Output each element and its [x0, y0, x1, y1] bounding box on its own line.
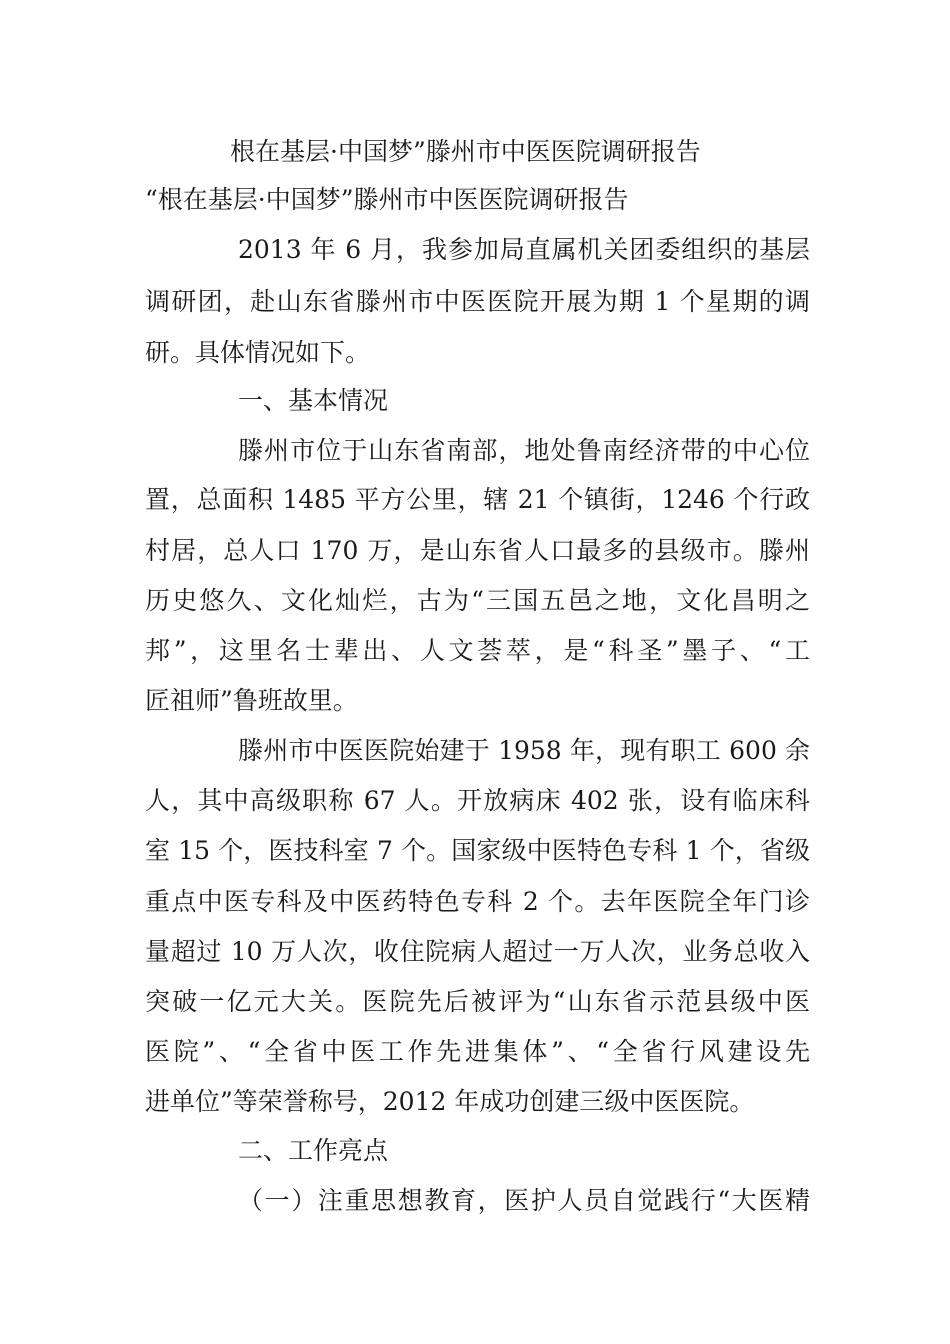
subsection-heading: （一）注重思想教育，医护人员自觉践行“大医精: [238, 1186, 810, 1215]
paragraph-line: 重点中医专科及中医药特色专科 2 个。去年医院全年门诊: [145, 887, 810, 916]
paragraph-line: 村居，总人口 170 万，是山东省人口最多的县级市。滕州: [145, 536, 810, 565]
paragraph-line: 邦”，这里名士辈出、人文荟萃，是“科圣”墨子、“工: [145, 636, 810, 665]
paragraph-line: 医院”、“全省中医工作先进集体”、“全省行风建设先: [145, 1037, 810, 1066]
paragraph-line: 2013 年 6 月，我参加局直属机关团委组织的基层: [238, 235, 810, 264]
paragraph-line: 突破一亿元大关。医院先后被评为“山东省示范县级中医: [145, 987, 810, 1016]
paragraph-line: 室 15 个，医技科室 7 个。国家级中医特色专科 1 个，省级: [145, 836, 810, 865]
paragraph-line: 置，总面积 1485 平方公里，辖 21 个镇街，1246 个行政: [145, 485, 810, 514]
document-title: 根在基层·中国梦”滕州市中医医院调研报告: [230, 137, 701, 166]
paragraph-line: 调研团，赴山东省滕州市中医医院开展为期 1 个星期的调: [145, 287, 810, 316]
paragraph-line: 滕州市位于山东省南部，地处鲁南经济带的中心位: [238, 436, 810, 465]
document-subtitle: “根在基层·中国梦”滕州市中医医院调研报告: [145, 185, 629, 214]
paragraph-line: 研。具体情况如下。: [145, 338, 371, 367]
paragraph-line: 进单位”等荣誉称号，2012 年成功创建三级中医医院。: [145, 1087, 755, 1116]
section-heading: 二、工作亮点: [238, 1136, 389, 1165]
paragraph-line: 历史悠久、文化灿烂，古为“三国五邑之地，文化昌明之: [145, 586, 810, 615]
section-heading: 一、基本情况: [238, 386, 389, 415]
paragraph-line: 量超过 10 万人次，收住院病人超过一万人次，业务总收入: [145, 937, 810, 966]
paragraph-line: 匠祖师”鲁班故里。: [145, 686, 358, 715]
paragraph-line: 人，其中高级职称 67 人。开放病床 402 张，设有临床科: [145, 786, 810, 815]
paragraph-line: 滕州市中医医院始建于 1958 年，现有职工 600 余: [238, 736, 810, 765]
